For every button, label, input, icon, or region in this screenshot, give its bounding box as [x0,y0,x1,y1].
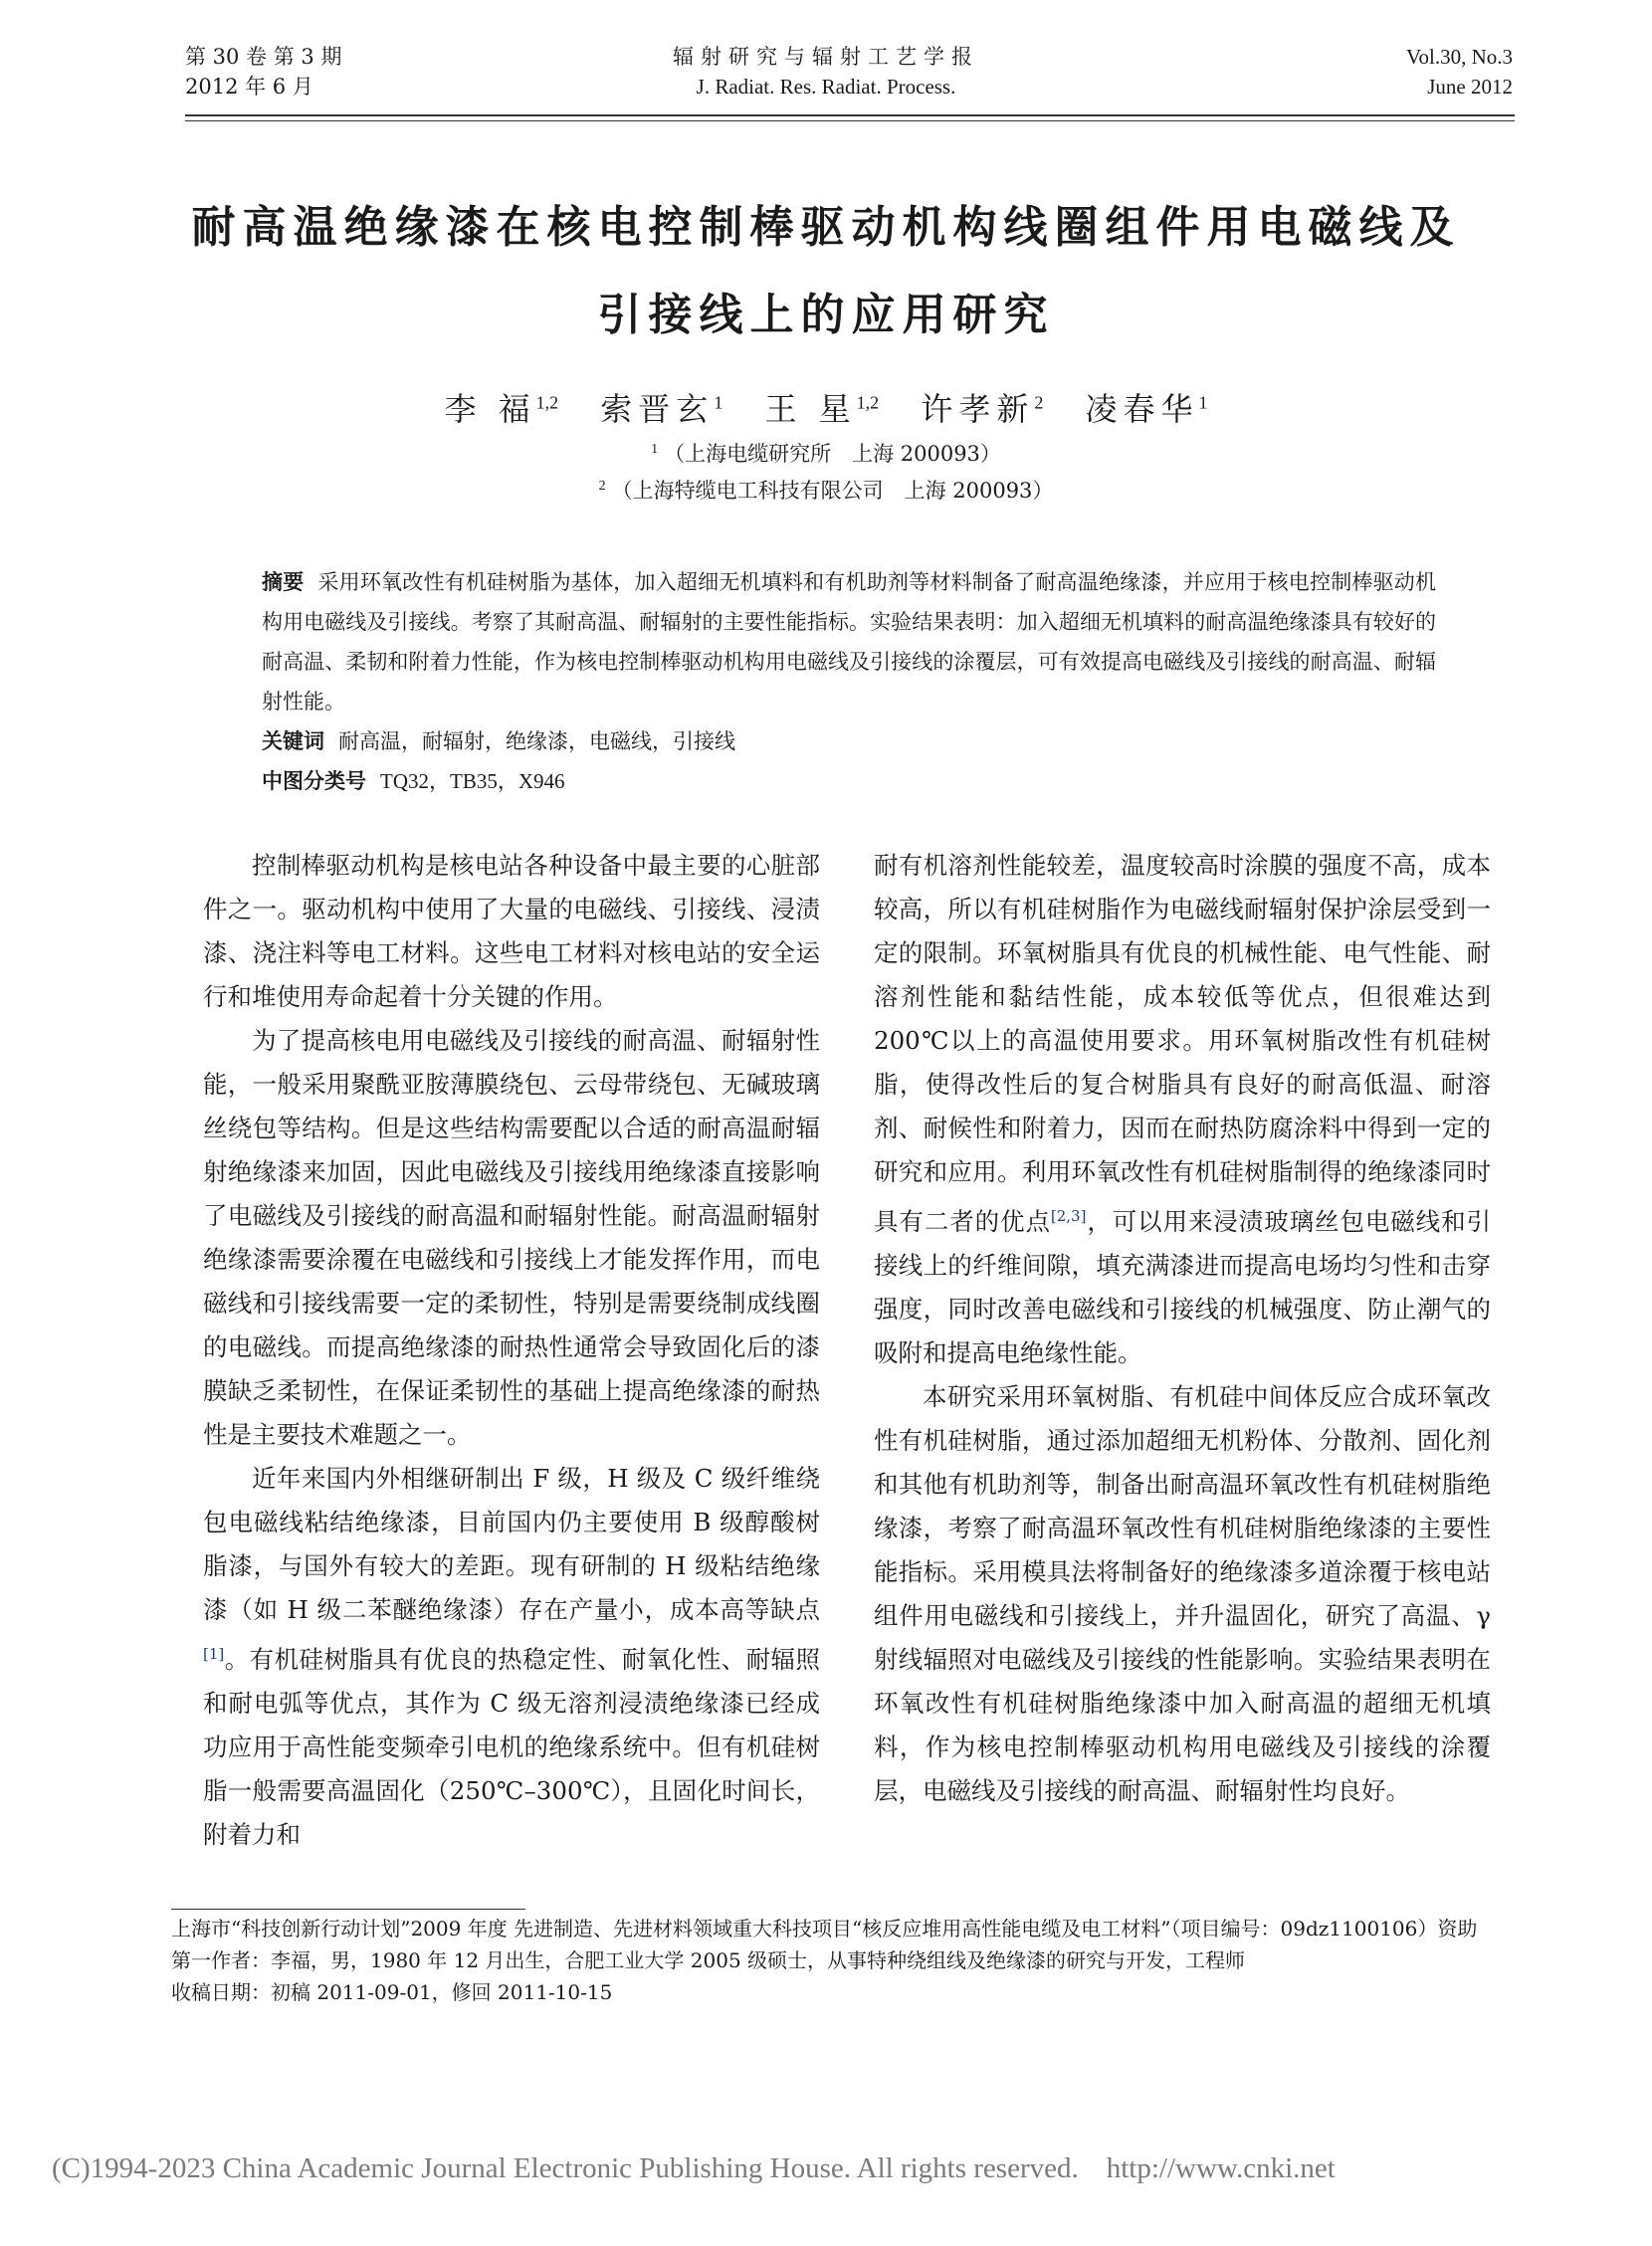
cnki-url: http://www.cnki.net [1106,2152,1336,2184]
author: 凌春华$^1$ [1085,390,1208,428]
keywords [262,721,1436,761]
header-center [0,42,1652,102]
funding-note: 上海市“科技创新行动计划”2009 年度 先进制造、先进材料领域重大科技项目“核反应堆用高性能电缆及电工材料”（项目编号：09dz1100106）资助 [171,1917,1478,1940]
citation-link[interactable]: [1] [203,1645,225,1663]
date-cn: 2012 年 6 月 [185,75,313,99]
citation-link[interactable]: [2,3] [1050,1207,1087,1225]
footnotes [171,1913,1515,2008]
abstract-text: 采用环氧改性有机硅树脂为基体，加入超细无机填料和有机助剂等材料制备了耐高温绝缘漆，并应用于核电控制棒驱动机构用电磁线及引接线。考察了其耐高温、耐辐射的主要性能指标。实验结果表明：加入超细无机填料的耐高温绝缘漆具有较好的耐高温、柔韧和附着力性能，作为核电控制棒驱动机构用电磁线及引接线的涂覆层，可有效提高电磁线及引接线的耐高温、耐辐射性能。 [262,570,1437,714]
first-author-note: 第一作者：李福，男，1980 年 12 月出生，合肥工业大学 2005 级硕士，从事特种绕组线及绝缘漆的研究与开发，工程师 [171,1948,1246,1972]
date-en: June 2012 [1427,75,1513,99]
paper-title-line-2: 引接线上的应用研究 [597,290,1055,340]
paragraph: 耐有机溶剂性能较差，温度较高时涂膜的强度不高，成本较高，所以有机硅树脂作为电磁线耐辐射保护涂层受到一定的限制。环氧树脂具有优良的机械性能、电气性能、耐溶剂性能和黏结性能，成本较低等优点，但很难达到 200℃以上的高温使用要求。用环氧树脂改性有机硅树脂，使得改性后的复合树脂具有良好的耐高低温、耐溶剂、耐候性和附着力，因而在耐热防腐涂料中得到一定的研究和应用。利用环氧改性有机硅树脂制得的绝缘漆同时具有二者的优点[2,3]，可以用来浸渍玻璃丝包电磁线和引接线上的纤维间隙，填充满漆进而提高电场均匀性和击穿强度，同时改善电磁线和引接线的机械强度、防止潮气的吸附和提高电绝缘性能。 [874,851,1492,1368]
author-list [0,384,1652,430]
author: 李 福$^{1,2}$ [444,390,559,428]
paragraph: 控制棒驱动机构是核电站各种设备中最主要的心脏部件之一。驱动机构中使用了大量的电磁线、引接线、浸渍漆、浇注料等电工材料。这些电工材料对核电站的安全运行和堆使用寿命起着十分关键的作用。 [203,851,820,1011]
header-right [1406,42,1513,102]
clc-number [262,761,1436,801]
affiliation: $^1$ （上海电缆研究所 上海 200093） [651,442,1001,466]
affiliation: $^2$ （上海特缆电工科技有限公司 上海 200093） [598,479,1054,503]
clc-text: TQ32，TB35，X946 [380,769,565,793]
body-column-left [203,844,820,1857]
author: 许孝新$^2$ [921,390,1044,428]
body-column-right [874,844,1491,1813]
abstract-label: 摘要 [262,570,305,594]
copyright-text: (C)1994-2023 China Academic Journal Electronic Publishing House. All rights reserved. [52,2152,1079,2184]
keywords-label: 关键词 [262,729,324,753]
paragraph: 为了提高核电用电磁线及引接线的耐高温、耐辐射性能，一般采用聚酰亚胺薄膜绕包、云母带绕包、无碱玻璃丝绕包等结构。但是这些结构需要配以合适的耐高温耐辐射绝缘漆来加固，因此电磁线及引接线用绝缘漆直接影响了电磁线及引接线的耐高温和耐辐射性能。耐高温耐辐射绝缘漆需要涂覆在电磁线和引接线上才能发挥作用，而电磁线和引接线需要一定的柔韧性，特别是需要绕制成线圈的电磁线。而提高绝缘漆的耐热性通常会导致固化后的漆膜缺乏柔韧性，在保证柔韧性的基础上提高绝缘漆的耐热性是主要技术难题之一。 [203,1026,820,1449]
paper-title-line-1: 耐高温绝缘漆在核电控制棒驱动机构线圈组件用电磁线及 [191,202,1461,253]
abstract-block [262,562,1436,801]
volume-issue-cn: 第 30 卷 第 3 期 [185,45,342,69]
paragraph: 近年来国内外相继研制出 F 级，H 级及 C 级纤维绕包电磁线粘结绝缘漆，目前国内仍主要使用 B 级醇酸树脂漆，与国外有较大的差距。现有研制的 H 级粘结绝缘漆（如 H 级二苯醚绝缘漆）存在产量小，成本高等缺点[1]。有机硅树脂具有优良的热稳定性、耐氧化性、耐辐照和耐电弧等优点，其作为 C 级无溶剂浸渍绝缘漆已经成功应用于高性能变频牵引电机的绝缘系统中。但有机硅树脂一般需要高温固化（250℃–300℃），且固化时间长，附着力和 [203,1464,820,1850]
author: 王 星$^{1,2}$ [764,390,880,428]
received-date-note: 收稿日期：初稿 2011-09-01，修回 2011-10-15 [171,1980,613,2004]
header-rule-thin [185,120,1515,121]
copyright-notice [52,2152,1336,2185]
journal-name-en: J. Radiat. Res. Radiat. Process. [696,75,956,99]
volume-issue-en: Vol.30, No.3 [1406,45,1513,69]
clc-label: 中图分类号 [262,769,366,793]
author: 索晋玄$^1$ [600,390,723,428]
footnote-rule [171,1909,525,1910]
header-rule-thick [185,114,1515,116]
abstract [262,562,1436,721]
keywords-text: 耐高温，耐辐射，绝缘漆，电磁线，引接线 [338,729,735,753]
journal-name-cn: 辐射研究与辐射工艺学报 [673,45,979,69]
paragraph: 本研究采用环氧树脂、有机硅中间体反应合成环氧改性有机硅树脂，通过添加超细无机粉体、分散剂、固化剂和其他有机助剂等，制备出耐高温环氧改性有机硅树脂绝缘漆，考察了耐高温环氧改性有机硅树脂绝缘漆的主要性能指标。采用模具法将制备好的绝缘漆多道涂覆于核电站组件用电磁线和引接线上，并升温固化，研究了高温、γ 射线辐照对电磁线及引接线的性能影响。实验结果表明在环氧改性有机硅树脂绝缘漆中加入耐高温的超细无机填料，作为核电控制棒驱动机构用电磁线及引接线的涂覆层，电磁线及引接线的耐高温、耐辐射性均良好。 [874,1382,1491,1806]
